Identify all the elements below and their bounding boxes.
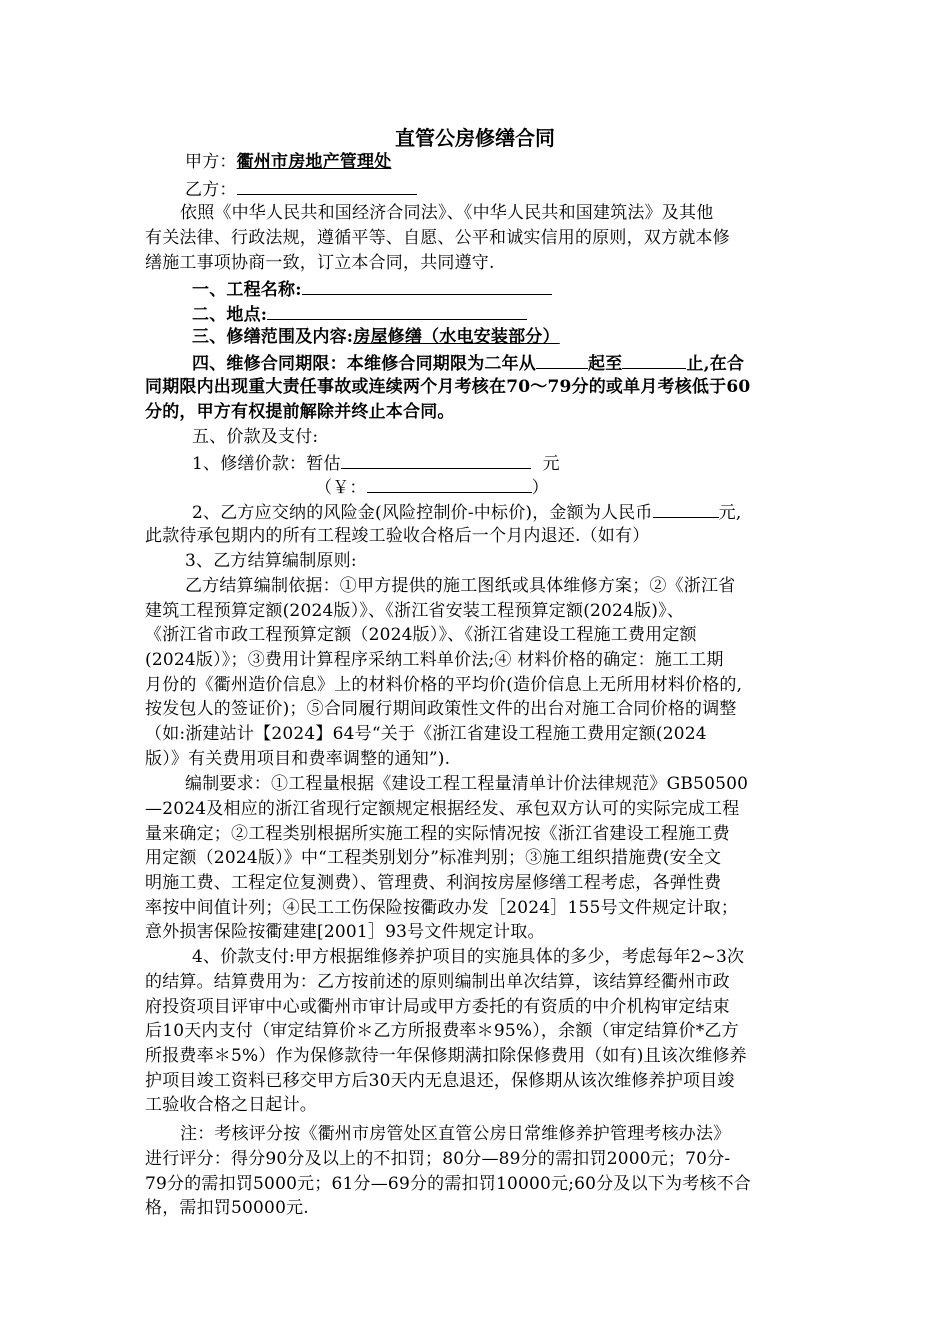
requirements-line-2: —2024及相应的浙江省现行定额规定根据经发、承包双方认可的实际完成工程: [145, 799, 740, 819]
payment-line-4: 后10天内支付（审定结算价＊乙方所报费率＊95%），余额（审定结算价*乙方: [145, 1021, 739, 1041]
requirements-line-6: 率按中间值计列；④民工工伤保险按衢政办发［2024］155号文件规定计取；: [145, 898, 739, 918]
section-term-line-3: 分的，甲方有权提前解除并终止本合同。: [145, 402, 455, 422]
project-name-label: 一、工程名称:: [192, 280, 302, 300]
section-scope: [192, 325, 560, 349]
risk-deposit-unit: 元,: [718, 503, 742, 523]
intro-line-3: 缮施工事项协商一致，订立本合同，共同遵守.: [145, 253, 495, 273]
risk-deposit-line-2: 此款待承包期内的所有工程竣工验收合格后一个月内退还.（如有）: [145, 526, 650, 546]
section-location: [192, 301, 527, 327]
requirements-line-3: 量来确定；②工程类别根据所实施工程的实际情况按《浙江省建设工程施工费: [145, 824, 730, 844]
term-start-blank: [536, 350, 588, 369]
price-unit: 元: [542, 454, 560, 474]
note-line-3: 79分的需扣罚5000元；61分—69分的需扣罚10000元;60分及以下为考核不合: [145, 1174, 751, 1194]
requirements-line-5: 明施工费、工程定位复测费）、管理费、利润按房屋修缮工程考虑，各弹性费: [145, 873, 722, 893]
scope-value: 房屋修缮（水电安装部分）: [353, 327, 560, 347]
scope-label: 三、修缮范围及内容:: [192, 327, 354, 347]
term-text-c: 止,在合: [686, 354, 745, 374]
payment-line-1: 4、价款支付:甲方根据维修养护项目的实施具体的多少，考虑每年2~3次: [192, 947, 745, 967]
price-estimate-line: [192, 450, 560, 476]
price-estimate-label: 1、修缮价款：暂估: [192, 454, 341, 474]
section-project-name: [192, 276, 552, 302]
party-b-blank: [237, 176, 417, 195]
payment-line-3: 府投资项目评审中心或衢州市审计局或甲方委托的有资质的中介机构审定结束: [145, 997, 730, 1017]
basis-line-8: 版）》有关费用项目和费率调整的通知”).: [145, 749, 451, 769]
price-estimate-blank: [341, 450, 531, 469]
note-line-4: 格，需扣罚50000元.: [145, 1198, 309, 1218]
term-text-b: 起至: [588, 354, 623, 374]
price-yen-line: [315, 474, 549, 500]
basis-line-2: 建筑工程预算定额(2024版）》、《浙江省安装工程预算定额(2024版)》、: [145, 601, 685, 621]
payment-line-7: 工验收合格之日起计。: [145, 1095, 317, 1115]
yen-blank: [367, 474, 532, 493]
risk-deposit-text: 2、乙方应交纳的风险金(风险控制价-中标价)，金额为人民币: [192, 503, 653, 523]
yen-open: （￥：: [315, 478, 367, 498]
section-price-heading: 五、价款及支付:: [192, 427, 319, 447]
payment-line-2: 的结算。结算费用为：乙方按前述的原则编制出单次结算，该结算经衢州市政: [145, 972, 730, 992]
risk-deposit-blank: [653, 499, 719, 518]
risk-deposit-line-1: [192, 499, 741, 525]
location-blank: [267, 301, 527, 320]
location-label: 二、地点:: [192, 305, 268, 325]
party-b-line: [185, 176, 417, 202]
basis-line-4: (2024版）》；③费用计算程序采纳工料单价法;④ 材料价格的确定：施工工期: [145, 650, 724, 670]
yen-close: ）: [531, 478, 549, 498]
settlement-heading: 3、乙方结算编制原则:: [185, 551, 357, 571]
requirements-line-7: 意外损害保险按衢建建[2001］93号文件规定计取。: [145, 922, 545, 942]
party-a-label: 甲方：: [185, 152, 237, 172]
intro-line-2: 有关法律、行政法规，遵循平等、自愿、公平和诚实信用的原则，双方就本修: [145, 228, 730, 248]
requirements-line-1: 编制要求：①工程量根据《建设工程工程量清单计价法律规范》GB50500: [185, 774, 749, 794]
basis-line-3: 《浙江省市政工程预算定额（2024版）》、《浙江省建设工程施工费用定额: [145, 625, 697, 645]
term-text-a: 四、维修合同期限：本维修合同期限为二年从: [192, 354, 536, 374]
payment-line-6: 护项目竣工资料已移交甲方后30天内无息退还，保修期从该次维修养护项目竣: [145, 1071, 735, 1091]
party-a-name: 衢州市房地产管理处: [236, 152, 392, 172]
project-name-blank: [302, 276, 552, 295]
note-line-2: 进行评分：得分90分及以上的不扣罚；80分—89分的需扣罚2000元；70分-: [145, 1149, 731, 1169]
section-term-line-1: [192, 350, 744, 376]
payment-line-5: 所报费率＊5%）作为保修款待一年保修期满扣除保修费用（如有)且该次维修养: [145, 1046, 747, 1066]
party-b-label: 乙方：: [185, 180, 237, 200]
requirements-line-4: 用定额（2024版）》中“工程类别划分”标准判别；③施工组织措施费(安全文: [145, 848, 722, 868]
party-a-line: [185, 150, 391, 174]
document-title: 直管公房修缮合同: [395, 126, 555, 150]
basis-line-6: 按发包人的签证价)；⑤合同履行期间政策性文件的出台对施工合同价格的调整: [145, 699, 737, 719]
basis-line-5: 月份的《衢州造价信息》上的材料价格的平均价(造价信息上无所用材料价格的,: [145, 675, 743, 695]
note-line-1: 注：考核评分按《衢州市房管处区直管公房日常维修养护管理考核办法》: [180, 1124, 731, 1144]
basis-line-1: 乙方结算编制依据：①甲方提供的施工图纸或具体维修方案；②《浙江省: [185, 576, 736, 596]
term-end-blank: [622, 350, 686, 369]
section-term-line-2: 同期限内出现重大责任事故或连续两个月考核在70～79分的或单月考核低于60: [145, 377, 751, 397]
basis-line-7: （如:浙建站计【2024】64号“关于《浙江省建设工程施工费用定额(2024: [145, 724, 707, 744]
intro-line-1: 依照《中华人民共和国经济合同法》、《中华人民共和国建筑法》及其他: [180, 203, 714, 223]
